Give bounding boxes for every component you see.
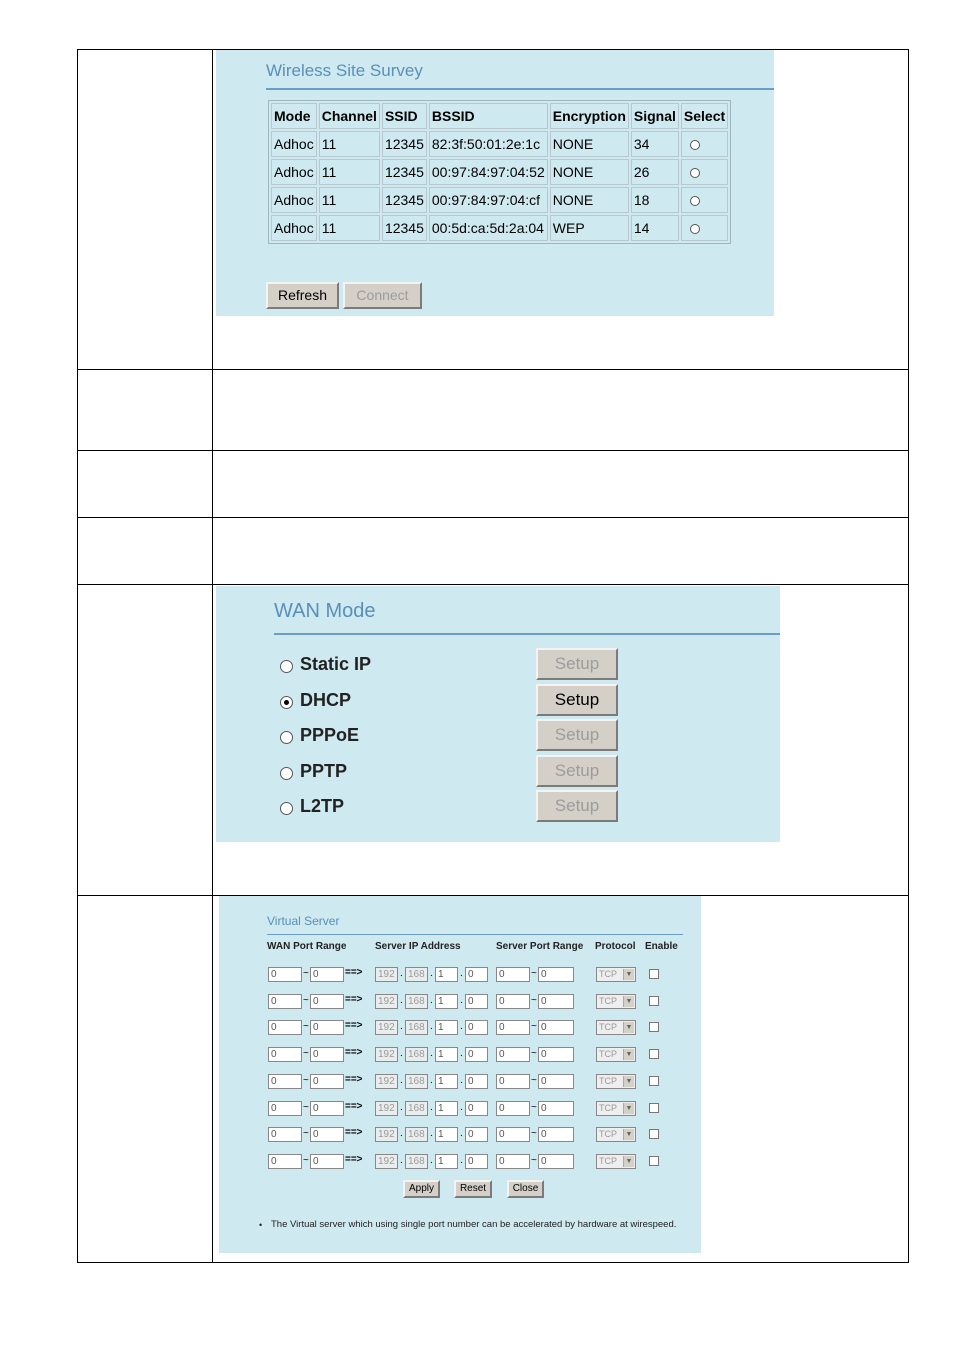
table-row-divider: [77, 517, 909, 518]
server-ip-octet-4[interactable]: 0: [465, 1101, 488, 1116]
survey-cell-select: [681, 215, 728, 241]
ip-dot: .: [430, 1154, 433, 1166]
protocol-header: Protocol: [595, 941, 636, 952]
ip-dot: .: [460, 968, 463, 979]
survey-cell-ssid: 12345: [382, 159, 427, 185]
wan-option-row: [280, 761, 600, 791]
virtual-server-row: [219, 1154, 699, 1172]
protocol-select[interactable]: [596, 1074, 636, 1089]
wan-mode-title-rule: [274, 633, 780, 635]
survey-cell-signal: 14: [631, 215, 679, 241]
server-port-to-input[interactable]: 0: [538, 994, 574, 1009]
wan-port-to-input[interactable]: 0: [310, 1074, 344, 1089]
survey-cell-mode: Adhoc: [271, 187, 317, 213]
virtual-server-row: [219, 994, 699, 1012]
wan-port-to-input[interactable]: 0: [310, 1047, 344, 1062]
refresh-button[interactable]: Refresh: [266, 282, 339, 309]
survey-column-header: Select: [681, 103, 728, 129]
server-ip-octet-4[interactable]: 0: [465, 1127, 488, 1142]
wan-mode-label: L2TP: [300, 796, 345, 816]
wan-mode-radio[interactable]: [280, 731, 293, 744]
wan-port-to-input[interactable]: 0: [310, 1154, 344, 1169]
wan-port-to-input[interactable]: 0: [310, 994, 344, 1009]
ip-dot: .: [400, 1048, 403, 1060]
connect-button[interactable]: Connect: [343, 282, 422, 309]
select-network-radio[interactable]: [690, 168, 700, 178]
server-ip-octet-1[interactable]: 192: [375, 967, 398, 982]
range-tilde: ~: [303, 968, 309, 979]
enable-checkbox[interactable]: [649, 1049, 659, 1059]
wan-mode-title: WAN Mode: [274, 600, 376, 622]
table-row-divider: [77, 369, 909, 370]
enable-checkbox[interactable]: [649, 1076, 659, 1086]
ip-dot: .: [460, 1021, 463, 1033]
protocol-select-value: TCP: [599, 1075, 617, 1086]
survey-cell-ssid: 12345: [382, 131, 427, 157]
enable-checkbox[interactable]: [649, 1129, 659, 1139]
forward-arrow: ==>: [345, 1153, 363, 1165]
wan-setup-button[interactable]: Setup: [536, 790, 618, 822]
wan-port-range-header: WAN Port Range: [267, 941, 347, 952]
site-survey-table: [268, 100, 731, 244]
wan-mode-label: PPPoE: [300, 725, 360, 745]
virtual-server-note-text: The Virtual server which using single port number can be accelerated by hardware at wirespeed.: [271, 1219, 677, 1230]
wan-mode-label: DHCP: [300, 690, 352, 710]
wan-mode-label: Static IP: [300, 654, 372, 674]
enable-checkbox[interactable]: [649, 1103, 659, 1113]
ip-dot: .: [430, 1021, 433, 1033]
wan-mode-panel: [216, 586, 780, 842]
survey-column-header: SSID: [382, 103, 427, 129]
enable-checkbox[interactable]: [649, 1022, 659, 1032]
wan-port-from-input[interactable]: 0: [268, 1047, 302, 1062]
wan-option-row: [280, 725, 600, 755]
survey-column-header: BSSID: [429, 103, 548, 129]
protocol-select[interactable]: [596, 1154, 636, 1169]
virtual-server-row: [219, 1020, 699, 1038]
survey-cell-channel: 11: [319, 215, 380, 241]
wan-mode-radio[interactable]: [280, 696, 293, 709]
ip-dot: .: [460, 1154, 463, 1166]
server-port-from-input[interactable]: 0: [496, 1020, 530, 1035]
site-survey-title-rule: [266, 88, 774, 90]
ip-dot: .: [460, 1128, 463, 1140]
wan-mode-label: PPTP: [300, 761, 348, 781]
wan-setup-button[interactable]: Setup: [536, 684, 618, 716]
protocol-select-value: TCP: [599, 969, 617, 979]
server-ip-octet-4[interactable]: 0: [465, 1074, 488, 1089]
ip-dot: .: [430, 1074, 433, 1086]
wan-setup-button[interactable]: Setup: [536, 648, 618, 680]
survey-cell-mode: Adhoc: [271, 131, 317, 157]
ip-dot: .: [430, 994, 433, 1006]
server-ip-octet-3[interactable]: 1: [435, 1127, 458, 1142]
server-port-to-input[interactable]: 0: [538, 967, 574, 982]
protocol-select[interactable]: [596, 1047, 636, 1062]
protocol-select[interactable]: [596, 1101, 636, 1116]
wan-mode-radio[interactable]: [280, 767, 293, 780]
select-network-radio[interactable]: [690, 224, 700, 234]
ip-dot: .: [400, 994, 403, 1006]
server-ip-octet-3[interactable]: 1: [435, 1047, 458, 1062]
survey-table-row: [271, 159, 728, 185]
enable-checkbox[interactable]: [649, 1156, 659, 1166]
apply-button[interactable]: Apply: [403, 1180, 440, 1198]
server-ip-octet-2[interactable]: 168: [405, 1154, 428, 1169]
server-port-from-input[interactable]: 0: [496, 1101, 530, 1116]
select-network-radio[interactable]: [690, 196, 700, 206]
wan-port-from-input[interactable]: 0: [268, 1020, 302, 1035]
survey-column-header: Encryption: [550, 103, 629, 129]
server-port-range-header: Server Port Range: [496, 941, 584, 952]
reset-button[interactable]: Reset: [454, 1180, 492, 1198]
virtual-server-row: [219, 1101, 699, 1119]
table-column-divider: [212, 49, 213, 1263]
server-port-to-input[interactable]: 0: [538, 1154, 574, 1169]
virtual-server-note: [259, 1218, 691, 1232]
server-port-from-input[interactable]: 0: [496, 1127, 530, 1142]
server-ip-octet-4[interactable]: 0: [465, 994, 488, 1009]
server-ip-octet-1[interactable]: 192: [375, 994, 398, 1009]
server-ip-octet-4[interactable]: 0: [465, 967, 488, 982]
survey-cell-mode: Adhoc: [271, 215, 317, 241]
wan-port-from-input[interactable]: 0: [268, 1074, 302, 1089]
survey-cell-channel: 11: [319, 159, 380, 185]
forward-arrow: ==>: [345, 1047, 363, 1059]
server-ip-octet-3[interactable]: 1: [435, 967, 458, 982]
wan-port-from-input[interactable]: 0: [268, 994, 302, 1009]
virtual-server-row: [219, 1127, 699, 1145]
ip-dot: .: [460, 994, 463, 1006]
server-port-from-input[interactable]: 0: [496, 994, 530, 1009]
virtual-server-row: [219, 1074, 699, 1092]
survey-cell-encryption: NONE: [550, 159, 629, 185]
range-tilde: ~: [303, 1074, 309, 1086]
virtual-server-row: [219, 967, 699, 985]
enable-header: Enable: [645, 941, 678, 952]
server-ip-octet-2[interactable]: 168: [405, 1047, 428, 1062]
survey-column-header: Mode: [271, 103, 317, 129]
survey-table-row: [271, 215, 728, 241]
virtual-server-row: [219, 1047, 699, 1065]
ip-dot: .: [400, 1074, 403, 1086]
server-port-to-input[interactable]: 0: [538, 1127, 574, 1142]
range-tilde: ~: [303, 1021, 309, 1033]
survey-cell-bssid: 00:97:84:97:04:52: [429, 159, 548, 185]
range-tilde: ~: [531, 1074, 537, 1086]
survey-cell-bssid: 00:5d:ca:5d:2a:04: [429, 215, 548, 241]
server-ip-octet-1[interactable]: 192: [375, 1101, 398, 1116]
chevron-down-icon: ▼: [623, 1076, 634, 1087]
survey-cell-ssid: 12345: [382, 215, 427, 241]
server-ip-octet-1[interactable]: 192: [375, 1074, 398, 1089]
server-ip-octet-1[interactable]: 192: [375, 1047, 398, 1062]
survey-cell-select: [681, 131, 728, 157]
server-ip-octet-2[interactable]: 168: [405, 1127, 428, 1142]
server-ip-octet-2[interactable]: 168: [405, 1101, 428, 1116]
survey-cell-channel: 11: [319, 131, 380, 157]
server-port-from-input[interactable]: 0: [496, 1154, 530, 1169]
survey-cell-channel: 11: [319, 187, 380, 213]
virtual-server-title: Virtual Server: [267, 914, 340, 928]
server-port-to-input[interactable]: 0: [538, 1047, 574, 1062]
server-ip-header: Server IP Address: [375, 941, 461, 952]
server-ip-octet-4[interactable]: 0: [465, 1020, 488, 1035]
range-tilde: ~: [303, 994, 309, 1006]
server-ip-octet-1[interactable]: 192: [375, 1154, 398, 1169]
survey-cell-signal: 18: [631, 187, 679, 213]
wan-setup-button[interactable]: Setup: [536, 719, 618, 751]
range-tilde: ~: [531, 1101, 537, 1113]
server-port-to-input[interactable]: 0: [538, 1101, 574, 1116]
survey-table-row: [271, 131, 728, 157]
protocol-select-value: TCP: [599, 1102, 617, 1113]
ip-dot: .: [400, 1128, 403, 1140]
survey-cell-encryption: NONE: [550, 131, 629, 157]
range-tilde: ~: [303, 1128, 309, 1140]
survey-column-header: Signal: [631, 103, 679, 129]
forward-arrow: ==>: [345, 967, 363, 978]
ip-dot: .: [400, 1101, 403, 1113]
survey-cell-select: [681, 187, 728, 213]
range-tilde: ~: [531, 1021, 537, 1033]
server-ip-octet-1[interactable]: 192: [375, 1127, 398, 1142]
range-tilde: ~: [531, 1128, 537, 1140]
site-survey-panel: [216, 50, 774, 316]
forward-arrow: ==>: [345, 1100, 363, 1112]
survey-cell-select: [681, 159, 728, 185]
server-ip-octet-3[interactable]: 1: [435, 994, 458, 1009]
wan-option-row: [280, 654, 600, 684]
wan-option-row: [280, 690, 600, 720]
protocol-select[interactable]: [596, 1020, 636, 1035]
wan-port-from-input[interactable]: 0: [268, 967, 302, 982]
virtual-server-title-rule: [267, 934, 683, 935]
server-ip-octet-3[interactable]: 1: [435, 1101, 458, 1116]
wan-setup-button[interactable]: Setup: [536, 755, 618, 787]
ip-dot: .: [430, 1048, 433, 1060]
ip-dot: .: [430, 1101, 433, 1113]
wan-port-to-input[interactable]: 0: [310, 1101, 344, 1116]
forward-arrow: ==>: [345, 1073, 363, 1085]
wan-port-from-input[interactable]: 0: [268, 1127, 302, 1142]
range-tilde: ~: [531, 994, 537, 1006]
forward-arrow: ==>: [345, 993, 363, 1005]
range-tilde: ~: [303, 1101, 309, 1113]
wan-port-from-input[interactable]: 0: [268, 1154, 302, 1169]
survey-cell-signal: 34: [631, 131, 679, 157]
chevron-down-icon: ▼: [623, 1022, 634, 1033]
server-port-from-input[interactable]: 0: [496, 1074, 530, 1089]
server-port-to-input[interactable]: 0: [538, 1074, 574, 1089]
chevron-down-icon: ▼: [623, 1156, 634, 1167]
chevron-down-icon: ▼: [623, 1129, 634, 1140]
protocol-select[interactable]: [596, 967, 636, 982]
server-ip-octet-2[interactable]: 168: [405, 1074, 428, 1089]
forward-arrow: ==>: [345, 1127, 363, 1139]
table-row-divider: [77, 584, 909, 585]
server-port-from-input[interactable]: 0: [496, 967, 530, 982]
virtual-server-panel: [219, 896, 701, 1253]
protocol-select-value: TCP: [599, 1049, 617, 1060]
wan-port-from-input[interactable]: 0: [268, 1101, 302, 1116]
wan-port-to-input[interactable]: 0: [310, 1127, 344, 1142]
range-tilde: ~: [531, 968, 537, 979]
range-tilde: ~: [531, 1048, 537, 1060]
protocol-select-value: TCP: [599, 1155, 617, 1166]
site-survey-title: Wireless Site Survey: [266, 61, 423, 80]
protocol-select[interactable]: [596, 994, 636, 1009]
server-ip-octet-1[interactable]: 192: [375, 1020, 398, 1035]
server-ip-octet-2[interactable]: 168: [405, 967, 428, 982]
survey-cell-mode: Adhoc: [271, 159, 317, 185]
survey-cell-encryption: WEP: [550, 215, 629, 241]
select-network-radio[interactable]: [690, 140, 700, 150]
ip-dot: .: [460, 1101, 463, 1113]
chevron-down-icon: ▼: [623, 996, 634, 1007]
server-ip-octet-4[interactable]: 0: [465, 1047, 488, 1062]
ip-dot: .: [460, 1048, 463, 1060]
wan-option-row: [280, 796, 600, 826]
server-ip-octet-2[interactable]: 168: [405, 1020, 428, 1035]
server-port-to-input[interactable]: 0: [538, 1020, 574, 1035]
chevron-down-icon: ▼: [623, 1049, 634, 1060]
wan-port-to-input[interactable]: 0: [310, 1020, 344, 1035]
survey-cell-bssid: 00:97:84:97:04:cf: [429, 187, 548, 213]
protocol-select-value: TCP: [599, 1022, 617, 1033]
range-tilde: ~: [303, 1154, 309, 1166]
ip-dot: .: [430, 1128, 433, 1140]
server-ip-octet-3[interactable]: 1: [435, 1020, 458, 1035]
server-ip-octet-4[interactable]: 0: [465, 1154, 488, 1169]
range-tilde: ~: [303, 1048, 309, 1060]
protocol-select[interactable]: [596, 1127, 636, 1142]
survey-column-header: Channel: [319, 103, 380, 129]
chevron-down-icon: ▼: [623, 969, 634, 980]
server-port-from-input[interactable]: 0: [496, 1047, 530, 1062]
forward-arrow: ==>: [345, 1020, 363, 1032]
table-row-divider: [77, 450, 909, 451]
survey-cell-bssid: 82:3f:50:01:2e:1c: [429, 131, 548, 157]
server-ip-octet-2[interactable]: 168: [405, 994, 428, 1009]
enable-checkbox[interactable]: [649, 996, 659, 1006]
survey-cell-signal: 26: [631, 159, 679, 185]
wan-mode-radio[interactable]: [280, 802, 293, 815]
protocol-select-value: TCP: [599, 995, 617, 1006]
ip-dot: .: [430, 968, 433, 979]
ip-dot: .: [460, 1074, 463, 1086]
ip-dot: .: [400, 1021, 403, 1033]
ip-dot: .: [400, 1154, 403, 1166]
survey-cell-ssid: 12345: [382, 187, 427, 213]
ip-dot: .: [400, 968, 403, 979]
survey-table-row: [271, 187, 728, 213]
survey-cell-encryption: NONE: [550, 187, 629, 213]
wan-port-to-input[interactable]: 0: [310, 967, 344, 982]
range-tilde: ~: [531, 1154, 537, 1166]
server-ip-octet-3[interactable]: 1: [435, 1154, 458, 1169]
wan-mode-radio[interactable]: [280, 660, 293, 673]
server-ip-octet-3[interactable]: 1: [435, 1074, 458, 1089]
enable-checkbox[interactable]: [649, 969, 659, 979]
bullet-icon: •: [259, 1220, 263, 1230]
chevron-down-icon: ▼: [623, 1103, 634, 1114]
close-button[interactable]: Close: [507, 1180, 544, 1198]
protocol-select-value: TCP: [599, 1129, 617, 1140]
